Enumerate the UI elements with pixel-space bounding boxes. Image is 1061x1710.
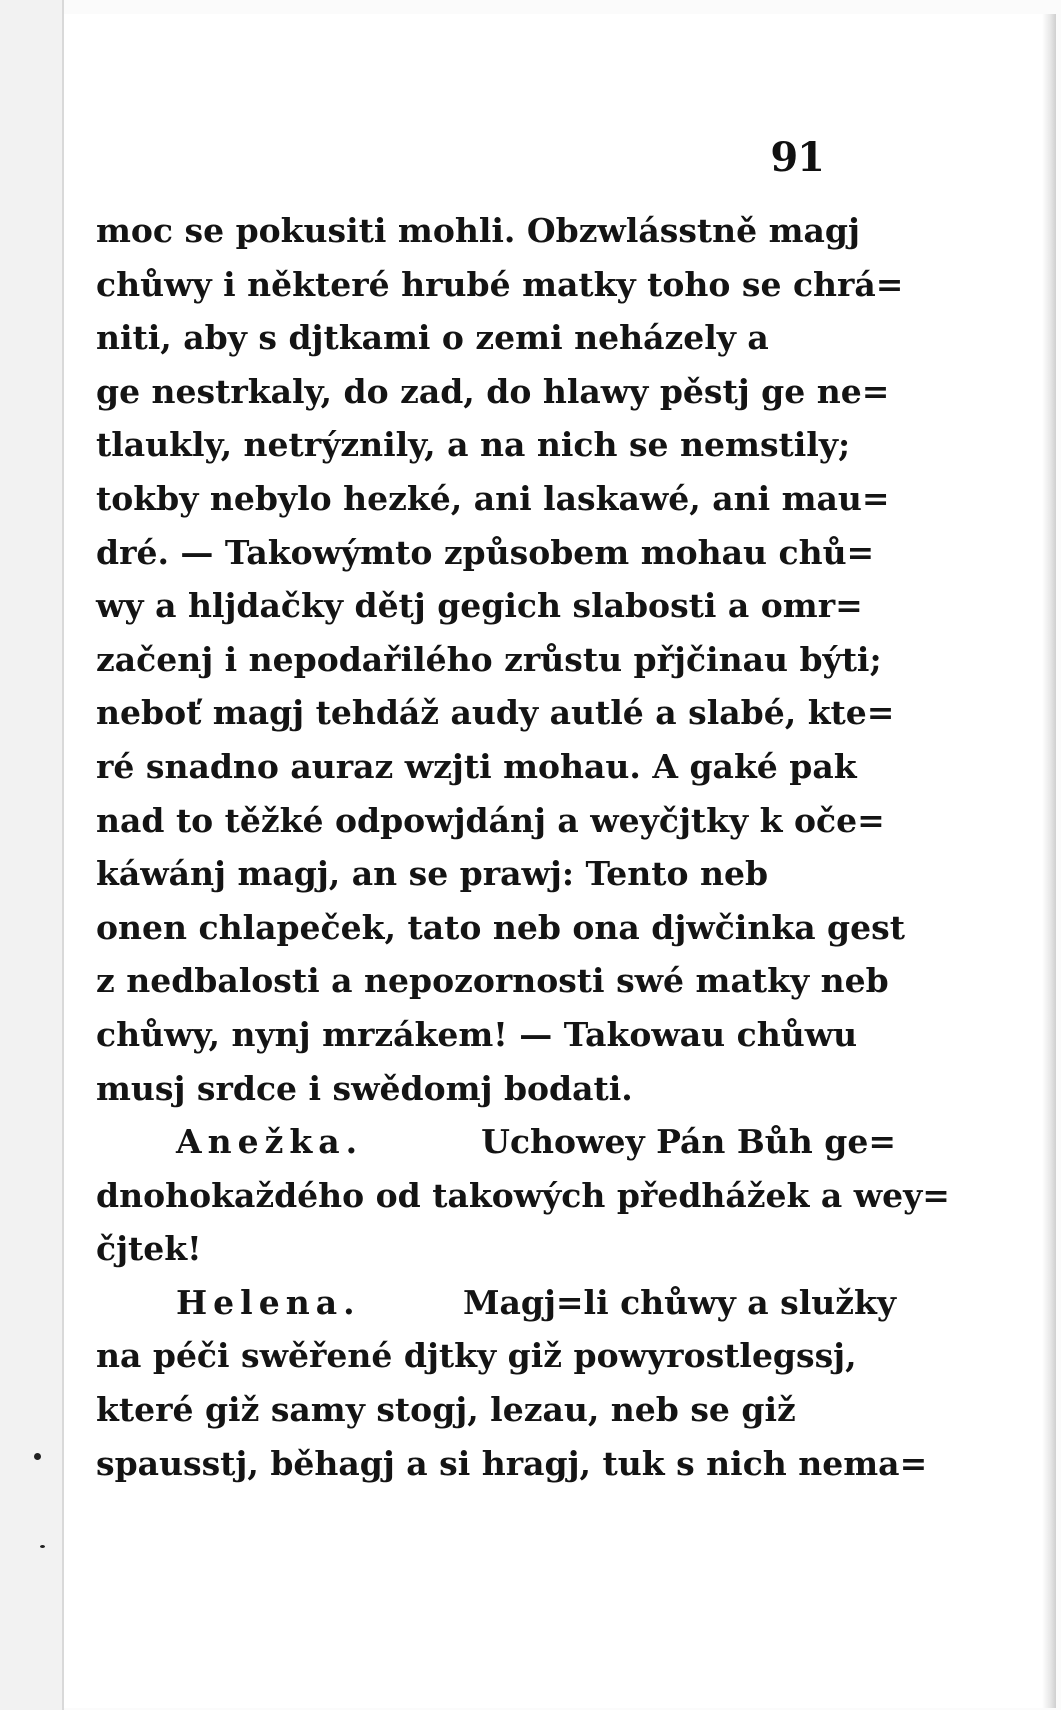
text-line: wy a hljdačky dětj gegich slabosti a omr= [96, 586, 863, 626]
dialogue-text: Magj=li chůwy a služky [462, 1282, 896, 1322]
ink-speck [34, 1453, 41, 1460]
text-line: dré. — Takowýmto způsobem mohau chů= [96, 532, 875, 572]
dialogue-line: čjtek! [96, 1229, 202, 1269]
text-line: chůwy, nynj mrzákem! — Takowau chůwu [96, 1014, 858, 1054]
text-line: nad to těžké odpowjdánj a weyčjtky k oče= [96, 800, 885, 840]
dialogue-helena-first-line [96, 1276, 896, 1330]
text-line: káwánj magj, an se prawj: Tento neb [96, 854, 769, 894]
dialogue-line: dnohokaždého od takowých předhážek a wey= [96, 1175, 950, 1215]
text-line: z nedbalosti a nepozornosti swé matky neb [96, 961, 889, 1001]
previous-page-margin [0, 0, 64, 1710]
dialogue-line: spausstj, běhagj a si hragj, tuk s nich nema= [96, 1443, 928, 1483]
text-line: musj srdce i swědomj bodati. [96, 1068, 633, 1108]
book-page [64, 14, 1056, 1708]
page-body-text [96, 204, 950, 1490]
dialogue-text: Uchowey Pán Bůh ge= [481, 1122, 896, 1162]
text-line: tokby nebylo hezké, ani laskawé, ani mau= [96, 478, 890, 518]
dialogue-line: které giž samy stogj, lezau, neb se giž [96, 1390, 796, 1430]
page-edge-shadow [1042, 14, 1056, 1708]
dialogue-line: na péči swěřené djtky giž powyrostlegssj, [96, 1336, 857, 1376]
text-line: chůwy i některé hrubé matky toho se chrá= [96, 264, 904, 304]
text-line: začenj i nepodařilého zrůstu přjčinau býti; [96, 639, 882, 679]
speaker-name-helena: Helena. [176, 1282, 361, 1322]
ink-speck [40, 1545, 45, 1548]
dialogue-anezka-first-line [96, 1115, 896, 1169]
page-number: 91 [770, 134, 824, 181]
text-line: niti, aby s djtkami o zemi neházely a [96, 318, 769, 358]
text-line: ré snadno auraz wzjti mohau. A gaké pak [96, 746, 857, 786]
text-line: ge nestrkaly, do zad, do hlawy pěstj ge ne= [96, 371, 890, 411]
text-line: moc se pokusiti mohli. Obzwlásstně magj [96, 211, 860, 250]
text-line: neboť magj tehdáž audy autlé a slabé, kte= [96, 693, 895, 733]
text-line: tlaukly, netrýznily, a na nich se nemstily; [96, 425, 851, 465]
text-line: onen chlapeček, tato neb ona djwčinka gest [96, 907, 905, 947]
speaker-name-anezka: Anežka. [176, 1122, 364, 1162]
